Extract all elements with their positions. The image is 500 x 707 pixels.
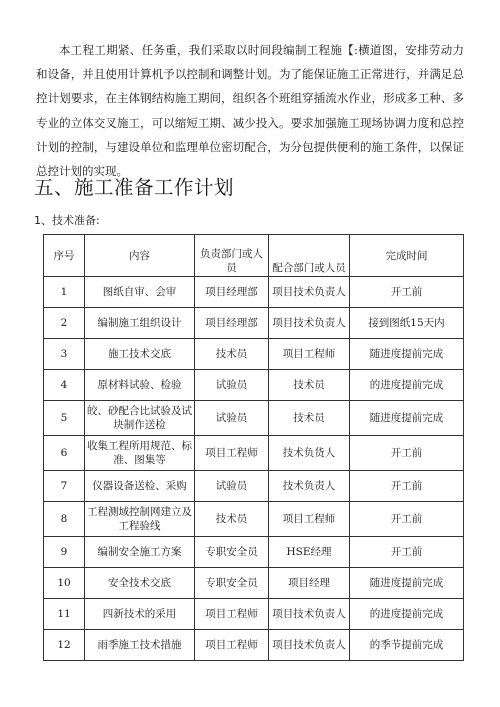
cell-content: 皎、砂配合比试验及试块制作送检 (85, 401, 195, 436)
cell-responsible: 项目工程师 (195, 436, 269, 471)
header-no: 序号 (44, 235, 85, 277)
cell-cooperate: 技术员 (269, 401, 350, 436)
cell-cooperate: 技术员 (269, 370, 350, 401)
cell-content: 编制安全施工方案 (85, 537, 195, 568)
table-row (44, 339, 464, 370)
table-row (44, 537, 464, 568)
table-row (44, 370, 464, 401)
cell-content: 原材料试验、检验 (85, 370, 195, 401)
cell-responsible: 技术员 (195, 502, 269, 537)
cell-responsible: 专职安全员 (195, 568, 269, 599)
tech-prep-table (43, 234, 464, 661)
header-time: 完成时间 (350, 235, 464, 277)
cell-cooperate: 项目工程师 (269, 339, 350, 370)
cell-time: 的季节提前完成 (350, 630, 464, 661)
table-row (44, 502, 464, 537)
cell-responsible: 项目工程师 (195, 630, 269, 661)
table-row (44, 568, 464, 599)
cell-cooperate: 项目技术负责人 (269, 277, 350, 308)
cell-content: 施工技术交底 (85, 339, 195, 370)
cell-no: 11 (44, 599, 85, 630)
cell-cooperate: 项目技术负责人 (269, 599, 350, 630)
cell-time: 随进度提前完成 (350, 339, 464, 370)
table-row (44, 401, 464, 436)
cell-no: 9 (44, 537, 85, 568)
cell-responsible: 专职安全员 (195, 537, 269, 568)
cell-content: 仪器设备送检、采购 (85, 471, 195, 502)
cell-time: 开工前 (350, 436, 464, 471)
cell-no: 8 (44, 502, 85, 537)
cell-time: 开工前 (350, 502, 464, 537)
cell-content: 安全技术交底 (85, 568, 195, 599)
cell-time: 开工前 (350, 471, 464, 502)
cell-time: 开工前 (350, 277, 464, 308)
cell-no: 1 (44, 277, 85, 308)
cell-no: 4 (44, 370, 85, 401)
cell-cooperate: 项目工程师 (269, 502, 350, 537)
cell-cooperate: 项目技术负责人 (269, 630, 350, 661)
cell-cooperate: 项目技术负责人 (269, 308, 350, 339)
cell-responsible: 试验员 (195, 471, 269, 502)
header-responsible: 负责部门或人员 (195, 235, 269, 277)
cell-content: 四新技术的采用 (85, 599, 195, 630)
cell-responsible: 技术员 (195, 339, 269, 370)
cell-cooperate: 项目经理 (269, 568, 350, 599)
cell-time: 随进度提前完成 (350, 568, 464, 599)
table-header-row (44, 235, 464, 277)
header-cooperate: 配合部门或人员 (269, 235, 350, 277)
cell-time: 开工前 (350, 537, 464, 568)
table-row (44, 277, 464, 308)
cell-content: 图纸自审、会审 (85, 277, 195, 308)
intro-paragraph: 本工程工期紧、任务重，我们采取以时间段编制工程施【:横道图，安排劳动力和设备，并且使用计算机予以控制和调整计划。为了能保证施工正常进行，并满足总控计划要求，在主体钢结构施工期间，组织各个班组穿插流水作业，形成多工种、多专业的立体交叉施工，可以缩短工期、减少投入。要求加强施工现场协调力度和总控计划的控制，与建设单位和监理单位密切配合，为分包提供便利的施工条件，以保证总控计划的实现。 (36, 43, 464, 179)
cell-no: 3 (44, 339, 85, 370)
section-title: 五、施工准备工作计划 (34, 176, 235, 199)
cell-time: 的进度提前完成 (350, 370, 464, 401)
cell-responsible: 项目工程师 (195, 599, 269, 630)
cell-responsible: 项目经理部 (195, 308, 269, 339)
header-content: 内容 (85, 235, 195, 277)
cell-responsible: 试验员 (195, 401, 269, 436)
cell-time: 接到图纸15天内 (350, 308, 464, 339)
cell-cooperate: 技术负货人 (269, 436, 350, 471)
cell-no: 10 (44, 568, 85, 599)
table-row (44, 308, 464, 339)
table-row (44, 436, 464, 471)
table-row (44, 599, 464, 630)
cell-content: 工程测域控制网建立及工程验线 (85, 502, 195, 537)
cell-time: 随进度提前完成 (350, 401, 464, 436)
cell-content: 收集工程所用规范、标准、图集等 (85, 436, 195, 471)
cell-no: 12 (44, 630, 85, 661)
cell-no: 2 (44, 308, 85, 339)
cell-cooperate: HSE经理 (269, 537, 350, 568)
cell-content: 雨季施工技术措施 (85, 630, 195, 661)
cell-no: 7 (44, 471, 85, 502)
cell-no: 5 (44, 401, 85, 436)
cell-no: 6 (44, 436, 85, 471)
table-row (44, 471, 464, 502)
cell-responsible: 试验员 (195, 370, 269, 401)
cell-time: 的进度提前完成 (350, 599, 464, 630)
table-row (44, 630, 464, 661)
cell-content: 编制施工组织设计 (85, 308, 195, 339)
subsection-title: 1、技术准备: (34, 214, 100, 227)
cell-responsible: 项目经理部 (195, 277, 269, 308)
cell-cooperate: 技术负责人 (269, 471, 350, 502)
